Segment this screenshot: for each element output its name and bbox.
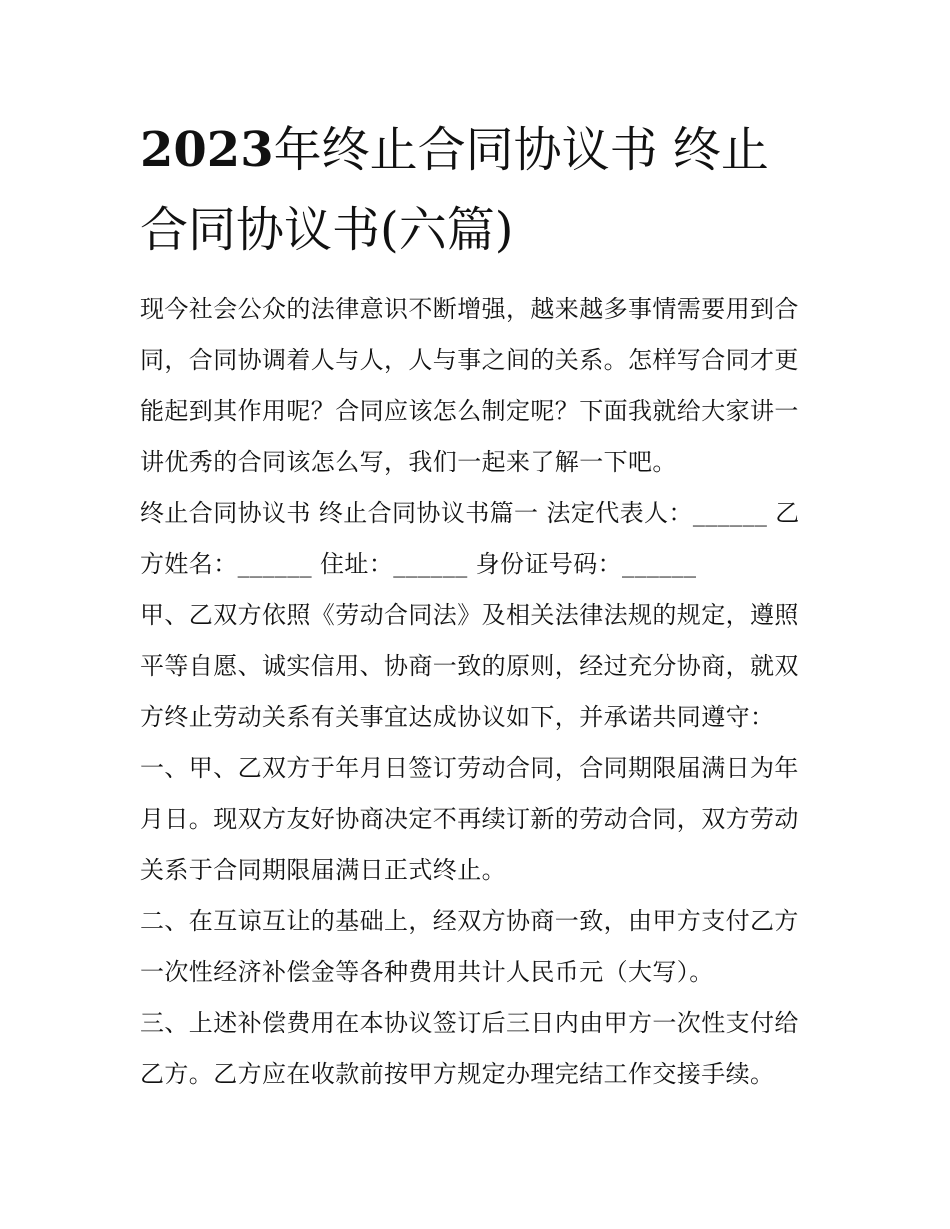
preamble-paragraph: 甲、乙双方依照《劳动合同法》及相关法律法规的规定，遵照平等自愿、诚实信用、协商一致的原则，经过充分协商，就双方终止劳动关系有关事宜达成协议如下，并承诺共同遵守： [140,601,799,731]
document-body [140,110,815,1100]
title-year: 2023 [140,122,274,178]
party-info-paragraph: 终止合同协议书 终止合同协议书篇一 法定代表人：______ 乙方姓名：______ 住址：______ 身份证号码：______ [140,499,800,578]
title-text: 年终止合同协议书 终止合同协议书(六篇) [140,122,769,258]
clause-1-paragraph: 一、甲、乙双方于年月日签订劳动合同，合同期限届满日为年月日。现双方友好协商决定不再续订新的劳动合同，双方劳动关系于合同期限届满日正式终止。 [140,754,799,884]
document-title [140,110,815,270]
intro-paragraph: 现今社会公众的法律意识不断增强，越来越多事情需要用到合同，合同协调着人与人，人与事之间的关系。怎样写合同才更能起到其作用呢？合同应该怎么制定呢？下面我就给大家讲一讲优秀的合同该怎么写，我们一起来了解一下吧。 [140,295,799,476]
clause-2-paragraph: 二、在互谅互让的基础上，经双方协商一致，由甲方支付乙方一次性经济补偿金等各种费用共计人民币元（大写）。 [140,907,799,986]
clause-3-paragraph: 三、上述补偿费用在本协议签订后三日内由甲方一次性支付给乙方。乙方应在收款前按甲方规定办理完结工作交接手续。 [140,1009,799,1088]
